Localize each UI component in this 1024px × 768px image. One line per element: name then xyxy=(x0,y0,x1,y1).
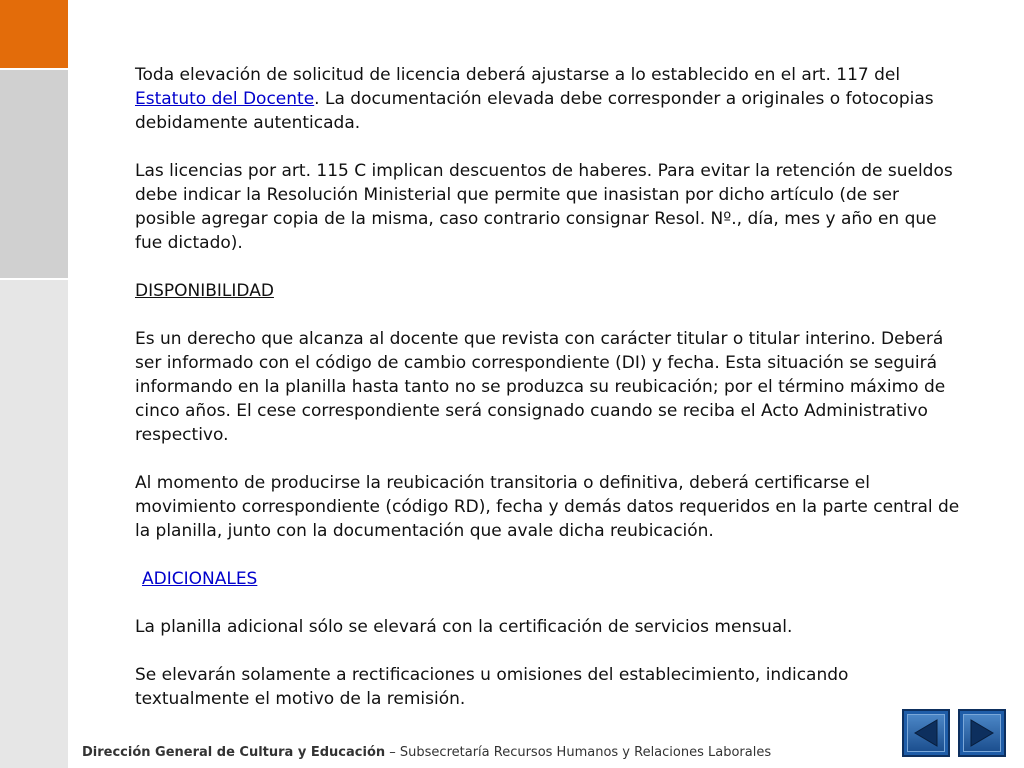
paragraph-licencias-115c: Las licencias por art. 115 C implican descuentos de haberes. Para evitar la retención de sueldos debe indicar la Resolución Ministerial que permite que inasistan por dicho artículo (de ser posible agregar copia de la misma, caso contrario consignar Resol. Nº., día, mes y año en que fue dictado). xyxy=(135,161,953,253)
footer-org: Dirección General de Cultura y Educación xyxy=(82,745,386,760)
paragraph-disponibilidad: Es un derecho que alcanza al docente que revista con carácter titular o titular interino. Deberá ser informado con el código de cambio correspondiente (DI) y fecha. Esta situación se seguirá informando en la planilla hasta tanto no se produzca su reubicación; por el término máximo de cinco años. El cese correspondiente será consignado cuando se reciba el Acto Administrativo respectivo. xyxy=(135,329,946,445)
footer-dept: Subsecretaría Recursos Humanos y Relaciones Laborales xyxy=(399,745,772,760)
paragraph-rectificaciones: Se elevarán solamente a rectificaciones u omisiones del establecimiento, indicando textualmente el motivo de la remisión. xyxy=(135,665,849,709)
slide-footer xyxy=(82,745,771,760)
sidebar-low-block xyxy=(0,280,68,768)
heading-disponibilidad: DISPONIBILIDAD xyxy=(135,281,274,301)
footer-separator: – xyxy=(385,745,400,760)
paragraph-planilla-adicional: La planilla adicional sólo se elevará con la certificación de servicios mensual. xyxy=(135,617,793,637)
paragraph-licencias-estatuto xyxy=(135,63,965,135)
triangle-right-icon xyxy=(960,711,1004,755)
sidebar-mid-block xyxy=(0,70,68,278)
paragraph-reubicacion: Al momento de producirse la reubicación transitoria o definitiva, deberá certificarse el movimiento correspondiente (código RD), fecha y demás datos requeridos en la parte central de la planilla, junto con la documentación que avale dicha reubicación. xyxy=(135,473,960,541)
previous-slide-button[interactable] xyxy=(902,709,950,757)
heading-adicionales xyxy=(135,567,965,591)
triangle-left-icon xyxy=(904,711,948,755)
adicionales-link[interactable]: ADICIONALES xyxy=(142,569,258,589)
sidebar-accent-block xyxy=(0,0,68,68)
paragraph-text: Toda elevación de solicitud de licencia deberá ajustarse a lo establecido en el art. 117 del xyxy=(135,65,901,85)
sidebar-decoration xyxy=(0,0,68,768)
paragraph-text: . La documentación elevada debe corresponder a originales o fotocopias debidamente autenticada. xyxy=(135,89,934,133)
next-slide-button[interactable] xyxy=(958,709,1006,757)
estatuto-docente-link[interactable]: Estatuto del Docente xyxy=(135,89,315,109)
slide-body xyxy=(135,63,965,735)
